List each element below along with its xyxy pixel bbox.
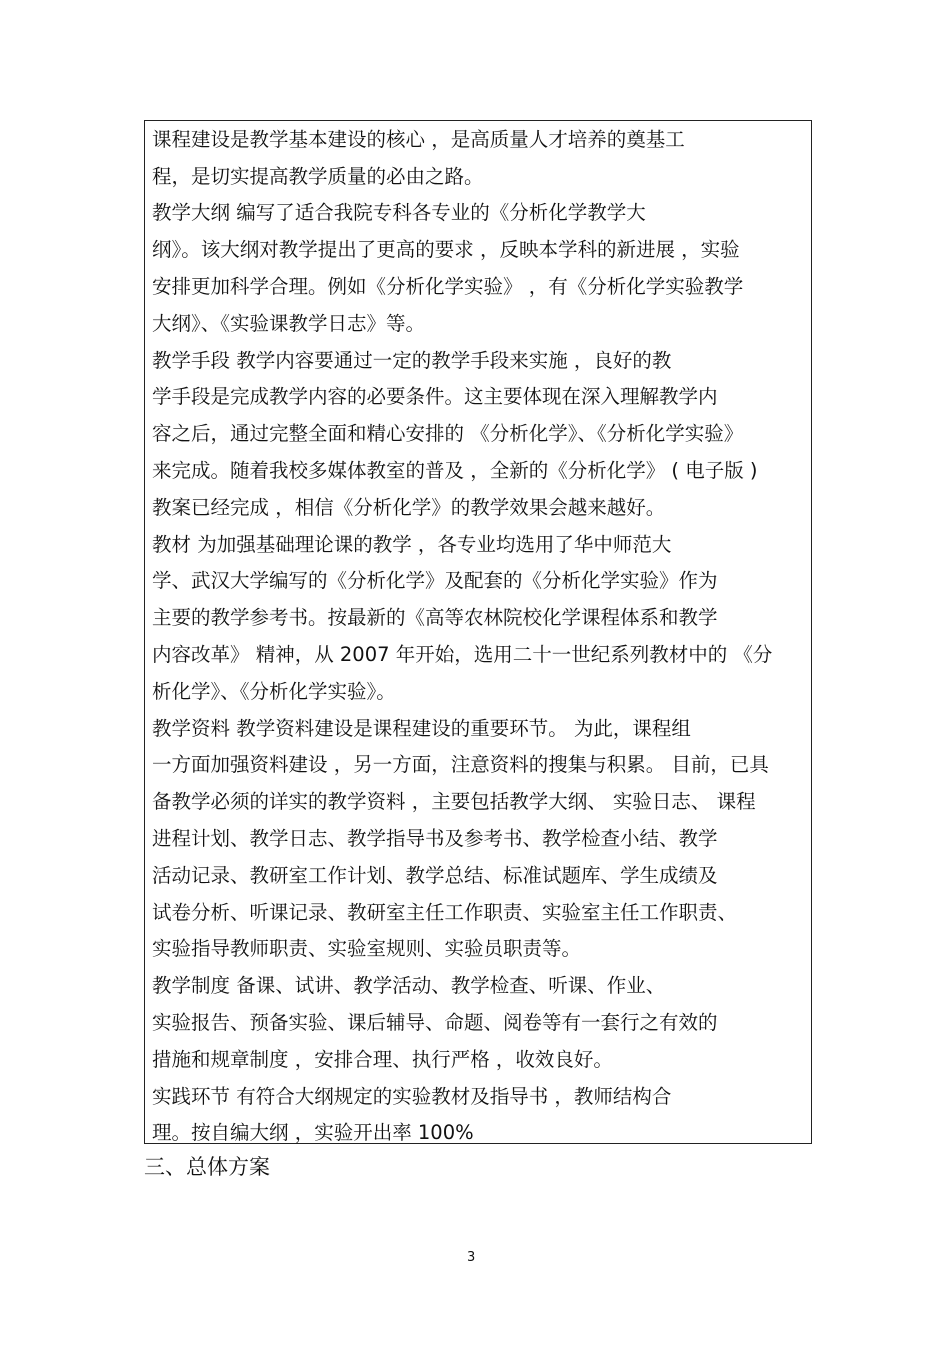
body-text-line: 教材 为加强基础理论课的教学 ，各专业均选用了华中师范大 <box>152 533 672 556</box>
body-text-line: 进程计划、教学日志、教学指导书及参考书、教学检查小结、教学 <box>152 827 718 850</box>
body-text-line: 教学大纲 编写了适合我院专科各专业的《分析化学教学大 <box>152 201 646 224</box>
body-text-line: 教学手段 教学内容要通过一定的教学手段来实施 ，良好的教 <box>152 349 672 372</box>
body-text-line: 程，是切实提高教学质量的必由之路。 <box>152 165 484 188</box>
body-text-line: 教学制度 备课、试讲、教学活动、教学检查、听课、作业、 <box>152 974 666 997</box>
body-text-line: 课程建设是教学基本建设的核心 ，是高质量人才培养的奠基工 <box>152 128 685 151</box>
body-text-line: 纲》。该大纲对教学提出了更高的要求 ，反映本学科的新进展 ，实验 <box>152 238 740 261</box>
body-text-line: 措施和规章制度 ，安排合理、执行严格 ，收效良好。 <box>152 1048 613 1071</box>
body-text-line: 学、武汉大学编写的《分析化学》及配套的《分析化学实验》作为 <box>152 569 718 592</box>
section-heading: 三、总体方案 <box>144 1155 270 1179</box>
body-text-line: 备教学必须的详实的教学资料 ，主要包括教学大纲、 实验日志、 课程 <box>152 790 756 813</box>
body-text-line: 来完成。随着我校多媒体教室的普及 ，全新的《分析化学》 ( 电子版 ) <box>152 459 758 482</box>
body-text-line: 活动记录、教研室工作计划、教学总结、标准试题库、学生成绩及 <box>152 864 718 887</box>
body-text-line: 内容改革》 精神，从 2007 年开始，选用二十一世纪系列教材中的 《分 <box>152 643 773 666</box>
body-text-line: 实验报告、预备实验、课后辅导、命题、阅卷等有一套行之有效的 <box>152 1011 718 1034</box>
body-text-line: 安排更加科学合理。例如《分析化学实验》 ，有《分析化学实验教学 <box>152 275 744 298</box>
body-text-line: 教学资料 教学资料建设是课程建设的重要环节。 为此，课程组 <box>152 717 691 740</box>
body-text-line: 大纲》、《实验课教学日志》等。 <box>152 312 426 335</box>
body-text-line: 实践环节 有符合大纲规定的实验教材及指导书 ，教师结构合 <box>152 1085 672 1108</box>
body-text-line: 一方面加强资料建设 ，另一方面，注意资料的搜集与积累。 目前，已具 <box>152 753 769 776</box>
body-text-line: 实验指导教师职责、实验室规则、实验员职责等。 <box>152 937 582 960</box>
body-text-line: 教案已经完成 ，相信《分析化学》的教学效果会越来越好。 <box>152 496 666 519</box>
page-number: 3 <box>467 1250 476 1265</box>
body-text-line: 主要的教学参考书。按最新的《高等农林院校化学课程体系和教学 <box>152 606 718 629</box>
body-text-line: 析化学》、《分析化学实验》。 <box>152 680 396 703</box>
body-text-line: 学手段是完成教学内容的必要条件。这主要体现在深入理解教学内 <box>152 385 718 408</box>
body-text-line: 理。按自编大纲 ，实验开出率 100% <box>152 1121 474 1144</box>
body-text-line: 试卷分析、听课记录、教研室主任工作职责、实验室主任工作职责、 <box>152 901 738 924</box>
body-text-line: 容之后，通过完整全面和精心安排的 《分析化学》、《分析化学实验》 <box>152 422 744 445</box>
